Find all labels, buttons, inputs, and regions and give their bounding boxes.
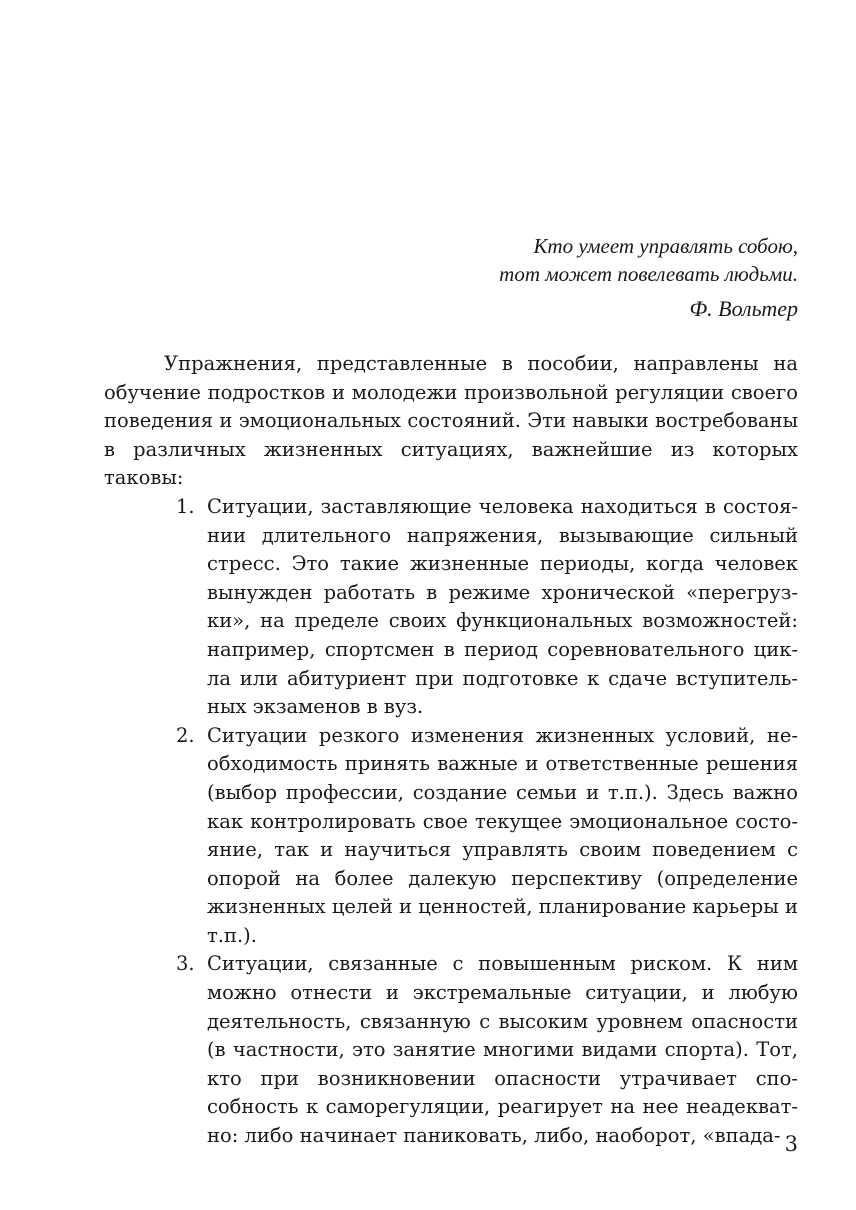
list-item-text: Ситуации резкого изменения жизненных условий, необходимость принять важные и ответственные решения (выбор профессии, создание семьи и т.п.). Здесь важно как контролировать свое текущее эмоциональное состояние, так и научиться управлять своим поведением с опорой на более далекую перспективу (определение жизненных целей и ценностей, планирование карьеры и т.п.). <box>207 723 798 947</box>
page-number: 3 <box>784 1132 798 1156</box>
intro-paragraph: Упражнения, представленные в пособии, направлены на обучение подростков и молодежи произвольной регуляции своего поведения и эмоциональных состояний. Эти навыки востребованы в различных жизненных ситуациях, важнейшие из которых таковы: <box>104 352 798 490</box>
epigraph <box>499 232 798 324</box>
list-item-number: 1. <box>176 494 195 518</box>
list-item-number: 3. <box>176 952 195 976</box>
epigraph-author: Ф. Вольтер <box>689 296 798 321</box>
list-item-number: 2. <box>176 723 195 747</box>
epigraph-line: Кто умеет управлять собою, <box>533 234 798 258</box>
list-item <box>104 722 798 951</box>
list-item <box>104 493 798 722</box>
list-item <box>104 950 798 1150</box>
situations-list <box>104 493 798 1151</box>
list-item-text: Ситуации, связанные с повышенным риском. К ним можно отнести и экстремальные ситуации, и любую деятельность, связанную с высоким уровнем опасности (в частности, это занятие многими видами спорта). Тот, кто при возникновении опасности утрачивает способность к саморегуляции, реагирует на нее неадекватно: либо начинает паниковать, либо, наоборот, «впада- <box>207 952 798 1148</box>
list-item-text: Ситуации, заставляющие человека находиться в состоянии длительного напряжения, вызывающие сильный стресс. Это такие жизненные периоды, когда человек вынужден работать в режиме хронической «перегрузки», на пределе своих функциональных возможностей: например, спортсмен в период соревновательного цикла или абитуриент при подготовке к сдаче вступительных экзаменов в вуз. <box>207 494 798 719</box>
body-text <box>104 350 798 1151</box>
epigraph-line: тот может повелевать людьми. <box>499 262 798 286</box>
